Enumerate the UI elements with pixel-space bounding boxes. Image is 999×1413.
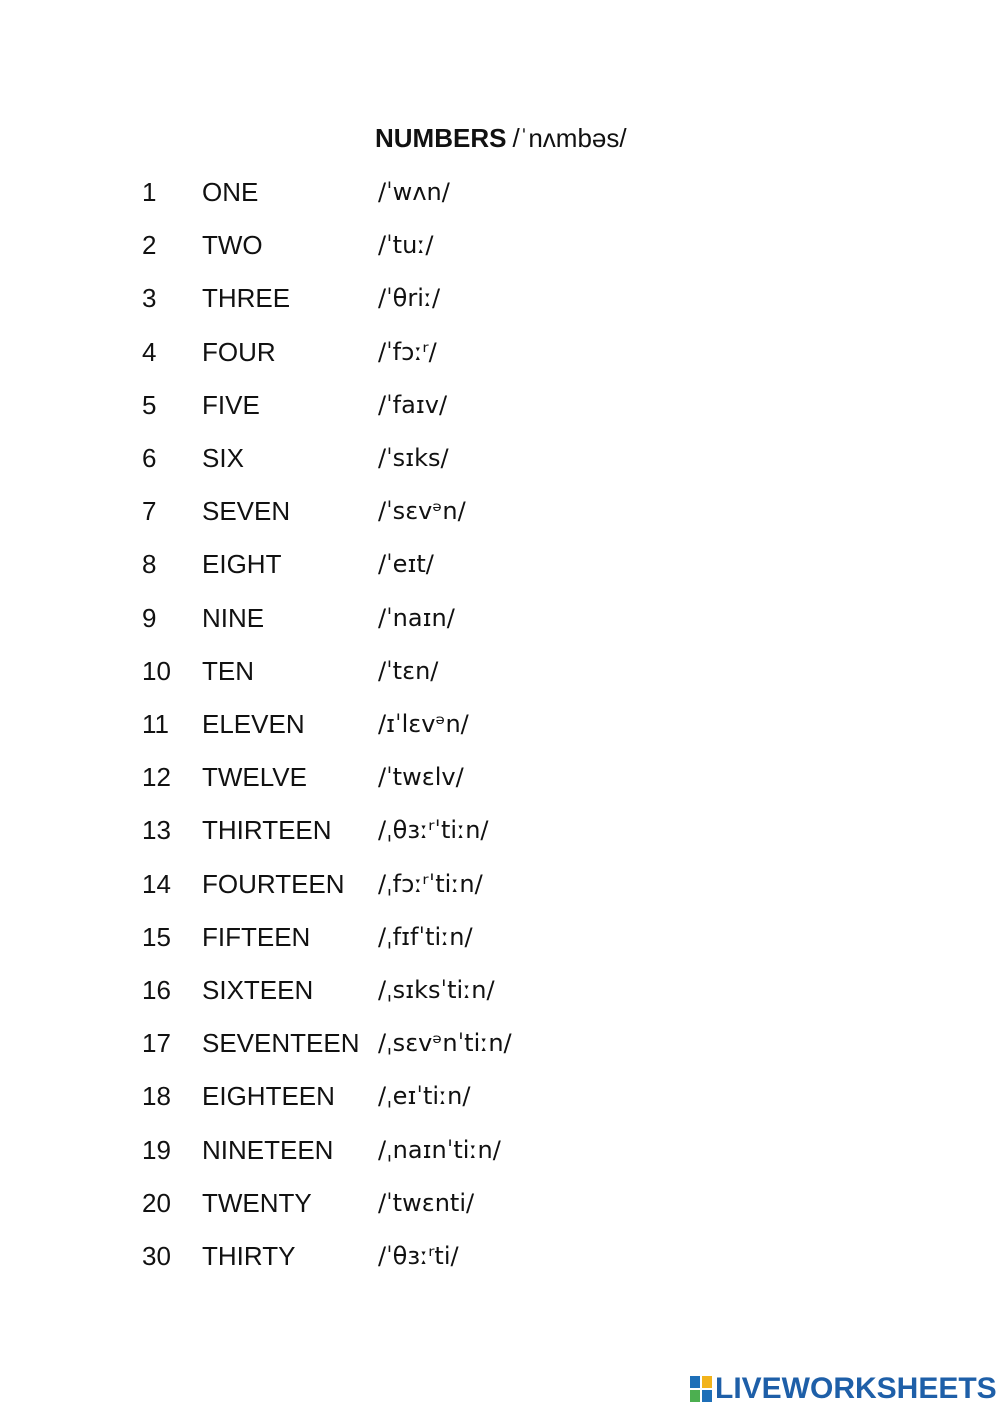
list-item: [0, 332, 999, 372]
number-pronunciation: /ˈwʌn/: [378, 178, 450, 206]
number-word: ELEVEN: [202, 709, 305, 739]
number-digit: 2: [142, 230, 157, 260]
list-item: [0, 225, 999, 265]
number-word: SEVENTEEN: [202, 1028, 360, 1058]
list-item: [0, 810, 999, 850]
number-pronunciation: /ˈfaɪv/: [378, 391, 448, 419]
list-item: [0, 1130, 999, 1170]
number-word: SIX: [202, 443, 244, 473]
number-digit: 30: [142, 1241, 171, 1271]
number-word: TWENTY: [202, 1188, 312, 1218]
number-digit: 6: [142, 443, 157, 473]
number-pronunciation: /ˌsɪksˈtiːn/: [378, 976, 495, 1004]
liveworksheets-logo: [690, 1372, 997, 1406]
list-item: [0, 970, 999, 1010]
number-digit: 7: [142, 496, 157, 526]
number-pronunciation: /ˌnaɪnˈtiːn/: [378, 1136, 501, 1164]
list-item: [0, 1236, 999, 1276]
number-digit: 1: [142, 177, 157, 207]
number-digit: 19: [142, 1135, 171, 1165]
number-word: TWO: [202, 230, 263, 260]
number-digit: 10: [142, 656, 171, 686]
number-digit: 13: [142, 815, 171, 845]
number-word: THREE: [202, 283, 291, 313]
number-pronunciation: /ˈtwɛnti/: [378, 1189, 475, 1217]
number-digit: 16: [142, 975, 171, 1005]
logo-text: LIVEWORKSHEETS: [715, 1372, 997, 1405]
number-word: FIFTEEN: [202, 922, 311, 952]
number-pronunciation: /ˈsɛvᵊn/: [378, 497, 466, 525]
number-digit: 4: [142, 337, 157, 367]
number-pronunciation: /ɪˈlɛvᵊn/: [378, 710, 469, 738]
title-phonetic: /ˈnʌmbəs/: [512, 123, 627, 153]
number-pronunciation: /ˈfɔːʳ/: [378, 338, 437, 366]
number-word: SIXTEEN: [202, 975, 314, 1005]
list-item: [0, 438, 999, 478]
number-digit: 8: [142, 549, 157, 579]
list-item: [0, 1183, 999, 1223]
number-word: FIVE: [202, 390, 260, 420]
number-pronunciation: /ˌfɪfˈtiːn/: [378, 923, 473, 951]
number-word: FOUR: [202, 337, 276, 367]
list-item: [0, 757, 999, 797]
list-item: [0, 544, 999, 584]
list-item: [0, 704, 999, 744]
number-digit: 9: [142, 603, 157, 633]
number-digit: 17: [142, 1028, 171, 1058]
list-item: [0, 1023, 999, 1063]
number-pronunciation: /ˈtɛn/: [378, 657, 439, 685]
number-word: EIGHTEEN: [202, 1081, 335, 1111]
liveworksheets-logo-icon: [690, 1376, 712, 1402]
list-item: [0, 491, 999, 531]
number-pronunciation: /ˈeɪt/: [378, 550, 434, 578]
title-word: NUMBERS: [375, 123, 507, 153]
number-pronunciation: /ˈsɪks/: [378, 444, 449, 472]
number-word: THIRTEEN: [202, 815, 332, 845]
number-pronunciation: /ˌfɔːʳˈtiːn/: [378, 870, 483, 898]
number-pronunciation: /ˈnaɪn/: [378, 604, 455, 632]
list-item: [0, 172, 999, 212]
number-digit: 18: [142, 1081, 171, 1111]
page-title: [375, 120, 627, 156]
list-item: [0, 864, 999, 904]
number-word: EIGHT: [202, 549, 282, 579]
number-digit: 20: [142, 1188, 171, 1218]
number-word: NINE: [202, 603, 265, 633]
number-word: TWELVE: [202, 762, 307, 792]
number-word: THIRTY: [202, 1241, 296, 1271]
list-item: [0, 385, 999, 425]
number-digit: 15: [142, 922, 171, 952]
number-digit: 12: [142, 762, 171, 792]
number-word: ONE: [202, 177, 259, 207]
number-pronunciation: /ˈθɜːʳti/: [378, 1242, 459, 1270]
number-pronunciation: /ˌθɜːʳˈtiːn/: [378, 816, 489, 844]
number-digit: 14: [142, 869, 171, 899]
list-item: [0, 1076, 999, 1116]
list-item: [0, 598, 999, 638]
list-item: [0, 278, 999, 318]
number-pronunciation: /ˌsɛvᵊnˈtiːn/: [378, 1029, 512, 1057]
number-digit: 3: [142, 283, 157, 313]
number-pronunciation: /ˈtwɛlv/: [378, 763, 464, 791]
number-word: FOURTEEN: [202, 869, 345, 899]
list-item: [0, 651, 999, 691]
list-item: [0, 917, 999, 957]
number-word: TEN: [202, 656, 254, 686]
number-pronunciation: /ˈtuː/: [378, 231, 434, 259]
number-pronunciation: /ˈθriː/: [378, 284, 441, 312]
number-word: SEVEN: [202, 496, 291, 526]
number-digit: 5: [142, 390, 157, 420]
number-digit: 11: [142, 709, 169, 739]
number-pronunciation: /ˌeɪˈtiːn/: [378, 1082, 471, 1110]
number-word: NINETEEN: [202, 1135, 334, 1165]
